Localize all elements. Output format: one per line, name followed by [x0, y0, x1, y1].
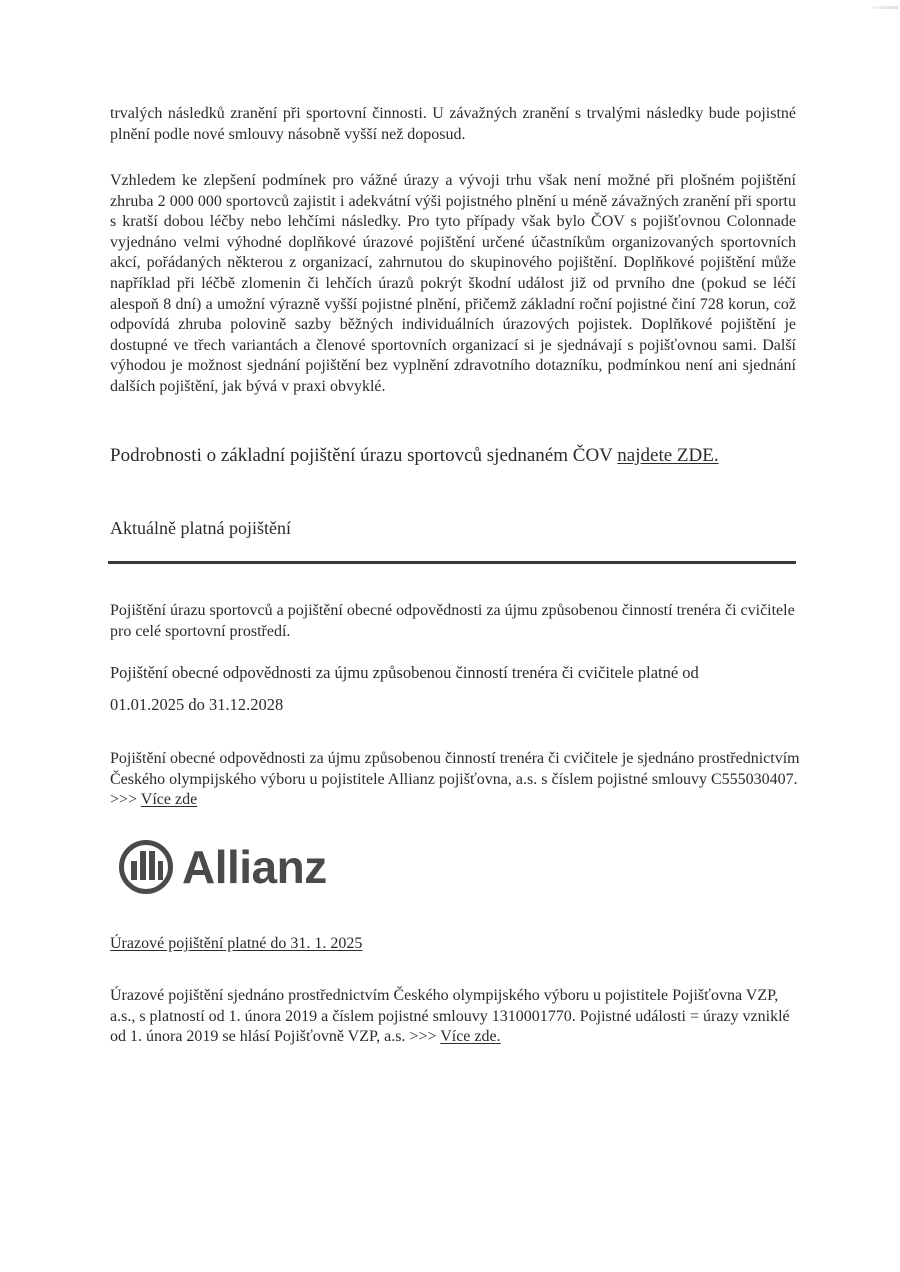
- allianz-more-link[interactable]: Více zde: [140, 791, 198, 809]
- details-paragraph: [110, 444, 810, 468]
- section-heading: Aktuálně platná pojištění: [110, 518, 291, 538]
- paragraph-coverage-scope: Pojištění úrazu sportovců a pojištění obecné odpovědnosti za újmu způsobenou činností trenéra či cvičitele pro celé sportovní prostředí.: [110, 602, 795, 640]
- paragraph-validity-line1: Pojištění obecné odpovědnosti za újmu způsobenou činností trenéra či cvičitele platné od: [110, 663, 699, 682]
- allianz-policy-text: Pojištění obecné odpovědnosti za újmu způsobenou činností trenéra či cvičitele je sjednáno prostřednictvím Českého olympijského výboru u pojistitele Allianz pojišťovna, a.s. s číslem pojistné smlouvy C555030407. >>>: [110, 750, 800, 809]
- paragraph-allianz-policy: [110, 749, 800, 811]
- vzp-heading[interactable]: Úrazové pojištění platné do 31. 1. 2025: [110, 935, 363, 952]
- details-text: Podrobnosti o základní pojištění úrazu sportovců sjednaném ČOV: [110, 445, 618, 466]
- paragraph-supplementary-insurance: Vzhledem ke zlepšení podmínek pro vážné úrazy a vývoji trhu však není možné při plošném pojištění zhruba 2 000 000 sportovců zajistit i adekvátní výši pojistného plnění u méně závažných zranění při sportu s kratší dobou léčby nebo lehčími následky. Pro tyto případy však bylo ČOV s pojišťovnou Colonnade vyjednáno velmi výhodné doplňkové úrazové pojištění určené účastníkům organizovaných sportovních akcí, pořádaných některou z organizací, zahrnutou do skupinového pojištění. Doplňkové pojištění může například při léčbě zlomenin či lehčích úrazů pokrýt škodní událost již od prvního dne (pokud se léčí alespoň 8 dní) a umožní výrazně vyšší pojistné plnění, přičemž základní roční pojistné činí 728 korun, což odpovídá zhruba polovině sazby běžných individuálních úrazových pojistek. Doplňkové pojištění je dostupné ve třech variantách a členové sportovních organizací si je sjednávají s pojišťovnou sami. Další výhodou je možnost sjednání pojištění bez vyplnění zdravotního dotazníku, podmínkou není ani sjednání dalších pojištění, jak bývá v praxi obvyklé.: [110, 172, 796, 395]
- vzp-more-link[interactable]: Více zde.: [440, 1028, 501, 1046]
- paragraph-permanent-injury: trvalých následků zranění při sportovní činnosti. U závažných zranění s trvalými následky bude pojistné plnění podle nové smlouvy násobně vyšší než doposud.: [110, 105, 796, 143]
- paragraph-validity-dates: 01.01.2025 do 31.12.2028: [110, 695, 284, 714]
- allianz-logo: [118, 838, 327, 896]
- scan-artifact: [872, 6, 898, 9]
- allianz-emblem-icon: [118, 839, 174, 895]
- paragraph-vzp-policy: [110, 986, 800, 1048]
- details-link[interactable]: najdete ZDE.: [617, 445, 719, 466]
- allianz-wordmark: Allianz: [182, 841, 327, 893]
- vzp-policy-text: Úrazové pojištění sjednáno prostřednictvím Českého olympijského výboru u pojistitele Pojišťovna VZP, a.s., s platností od 1. února 2019 a číslem pojistné smlouvy 1310001770. Pojistné události = úrazy vzniklé od 1. února 2019 se hlásí Pojišťovně VZP, a.s. >>>: [110, 987, 790, 1046]
- section-divider: [108, 561, 796, 564]
